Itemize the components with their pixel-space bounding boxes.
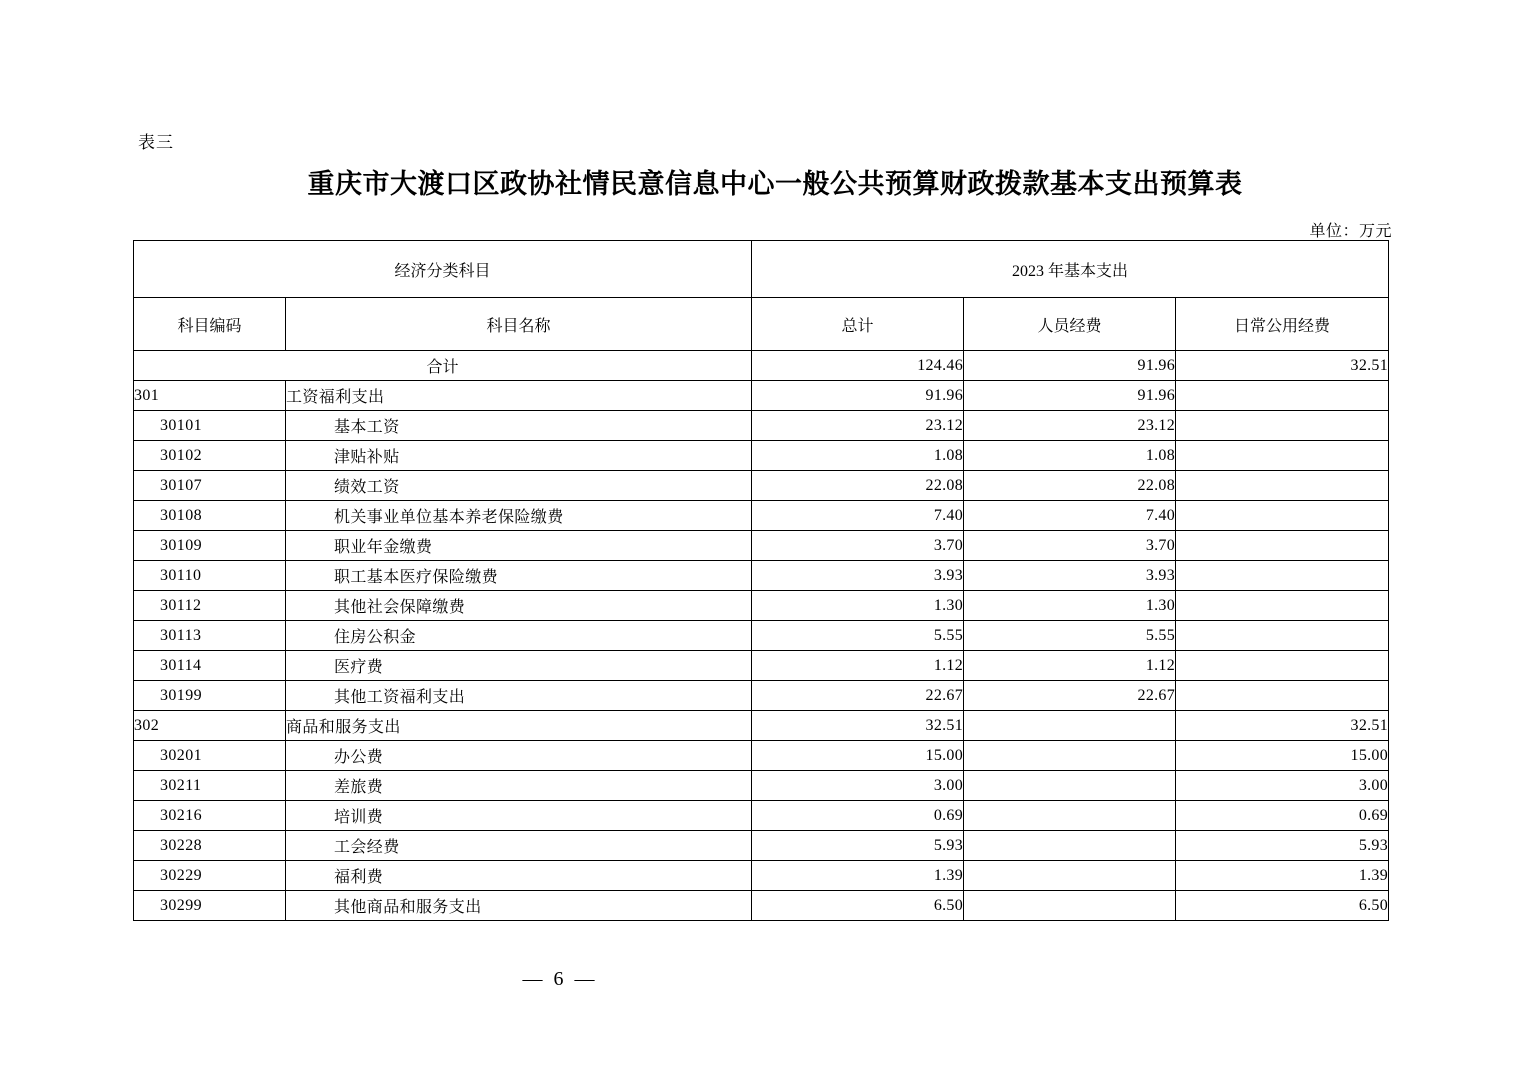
table-header-group-row <box>134 241 1389 298</box>
cell-name: 绩效工资 <box>286 471 752 501</box>
cell-total: 3.93 <box>752 561 964 591</box>
table-row <box>134 771 1389 801</box>
cell-public: 3.00 <box>1176 771 1389 801</box>
cell-code: 30114 <box>134 651 286 681</box>
cell-public <box>1176 681 1389 711</box>
page-title: 重庆市大渡口区政协社情民意信息中心一般公共预算财政拨款基本支出预算表 <box>307 169 1243 199</box>
cell-total: 7.40 <box>752 501 964 531</box>
cell-public: 5.93 <box>1176 831 1389 861</box>
cell-name: 其他商品和服务支出 <box>286 891 752 921</box>
column-header-code: 科目编码 <box>134 298 286 351</box>
cell-code: 30108 <box>134 501 286 531</box>
unit-note: 单位：万元 <box>1309 223 1392 240</box>
cell-code: 302 <box>134 711 286 741</box>
cell-public: 1.39 <box>1176 861 1389 891</box>
cell-total: 3.00 <box>752 771 964 801</box>
cell-total: 5.55 <box>752 621 964 651</box>
table-row <box>134 531 1389 561</box>
cell-personnel: 22.67 <box>964 681 1176 711</box>
cell-personnel <box>964 711 1176 741</box>
cell-public <box>1176 441 1389 471</box>
table-row <box>134 501 1389 531</box>
cell-public <box>1176 501 1389 531</box>
cell-code: 301 <box>134 381 286 411</box>
table-row <box>134 621 1389 651</box>
cell-public <box>1176 651 1389 681</box>
cell-public: 15.00 <box>1176 741 1389 771</box>
cell-name: 办公费 <box>286 741 752 771</box>
table-row <box>134 741 1389 771</box>
cell-total: 1.30 <box>752 591 964 621</box>
cell-total: 6.50 <box>752 891 964 921</box>
cell-total: 1.08 <box>752 441 964 471</box>
cell-public <box>1176 561 1389 591</box>
table-row <box>134 681 1389 711</box>
table-row <box>134 831 1389 861</box>
cell-personnel <box>964 831 1176 861</box>
cell-public: 0.69 <box>1176 801 1389 831</box>
cell-public <box>1176 621 1389 651</box>
cell-code: 30110 <box>134 561 286 591</box>
cell-code: 30229 <box>134 861 286 891</box>
cell-personnel <box>964 861 1176 891</box>
cell-name: 培训费 <box>286 801 752 831</box>
table-label: 表三 <box>138 133 174 152</box>
cell-name: 机关事业单位基本养老保险缴费 <box>286 501 752 531</box>
cell-personnel <box>964 891 1176 921</box>
cell-personnel: 23.12 <box>964 411 1176 441</box>
column-header-personnel: 人员经费 <box>964 298 1176 351</box>
table-row <box>134 441 1389 471</box>
cell-personnel: 1.30 <box>964 591 1176 621</box>
cell-total: 0.69 <box>752 801 964 831</box>
cell-name: 其他工资福利支出 <box>286 681 752 711</box>
cell-name: 工资福利支出 <box>286 381 752 411</box>
table-header-column-row <box>134 298 1389 351</box>
cell-personnel <box>964 741 1176 771</box>
total-public: 32.51 <box>1176 351 1389 381</box>
cell-code: 30216 <box>134 801 286 831</box>
column-header-total: 总计 <box>752 298 964 351</box>
header-year-basic-expenditure: 2023 年基本支出 <box>752 241 1389 298</box>
cell-name: 商品和服务支出 <box>286 711 752 741</box>
cell-personnel: 1.12 <box>964 651 1176 681</box>
cell-total: 3.70 <box>752 531 964 561</box>
table-row <box>134 711 1389 741</box>
cell-code: 30109 <box>134 531 286 561</box>
cell-code: 30228 <box>134 831 286 861</box>
cell-total: 22.67 <box>752 681 964 711</box>
table-row <box>134 861 1389 891</box>
cell-code: 30107 <box>134 471 286 501</box>
column-header-name: 科目名称 <box>286 298 752 351</box>
cell-public <box>1176 411 1389 441</box>
cell-total: 5.93 <box>752 831 964 861</box>
cell-public <box>1176 531 1389 561</box>
cell-total: 15.00 <box>752 741 964 771</box>
cell-personnel: 3.93 <box>964 561 1176 591</box>
cell-total: 1.12 <box>752 651 964 681</box>
cell-personnel: 22.08 <box>964 471 1176 501</box>
table-row <box>134 891 1389 921</box>
cell-personnel <box>964 771 1176 801</box>
cell-name: 医疗费 <box>286 651 752 681</box>
cell-total: 91.96 <box>752 381 964 411</box>
column-header-public: 日常公用经费 <box>1176 298 1389 351</box>
table-row <box>134 411 1389 441</box>
cell-personnel: 91.96 <box>964 381 1176 411</box>
cell-name: 基本工资 <box>286 411 752 441</box>
table-body <box>134 351 1389 921</box>
cell-public <box>1176 381 1389 411</box>
cell-code: 30102 <box>134 441 286 471</box>
table-row <box>134 471 1389 501</box>
cell-personnel: 7.40 <box>964 501 1176 531</box>
cell-name: 其他社会保障缴费 <box>286 591 752 621</box>
cell-name: 工会经费 <box>286 831 752 861</box>
cell-personnel <box>964 801 1176 831</box>
cell-public <box>1176 591 1389 621</box>
cell-total: 23.12 <box>752 411 964 441</box>
cell-public: 6.50 <box>1176 891 1389 921</box>
cell-total: 1.39 <box>752 861 964 891</box>
cell-code: 30101 <box>134 411 286 441</box>
total-sum: 124.46 <box>752 351 964 381</box>
cell-code: 30299 <box>134 891 286 921</box>
cell-personnel: 1.08 <box>964 441 1176 471</box>
cell-name: 差旅费 <box>286 771 752 801</box>
cell-code: 30199 <box>134 681 286 711</box>
cell-total: 32.51 <box>752 711 964 741</box>
table-row <box>134 561 1389 591</box>
cell-name: 住房公积金 <box>286 621 752 651</box>
total-personnel: 91.96 <box>964 351 1176 381</box>
cell-public: 32.51 <box>1176 711 1389 741</box>
cell-total: 22.08 <box>752 471 964 501</box>
cell-code: 30201 <box>134 741 286 771</box>
cell-public <box>1176 471 1389 501</box>
table-row-total <box>134 351 1389 381</box>
cell-code: 30211 <box>134 771 286 801</box>
header-economic-category: 经济分类科目 <box>134 241 752 298</box>
cell-name: 职工基本医疗保险缴费 <box>286 561 752 591</box>
table-row <box>134 381 1389 411</box>
cell-personnel: 5.55 <box>964 621 1176 651</box>
cell-code: 30113 <box>134 621 286 651</box>
total-label: 合计 <box>134 351 752 381</box>
cell-name: 福利费 <box>286 861 752 891</box>
table-row <box>134 591 1389 621</box>
cell-name: 津贴补贴 <box>286 441 752 471</box>
page-number: — 6 — <box>522 968 598 990</box>
table-row <box>134 801 1389 831</box>
cell-name: 职业年金缴费 <box>286 531 752 561</box>
table-row <box>134 651 1389 681</box>
cell-code: 30112 <box>134 591 286 621</box>
cell-personnel: 3.70 <box>964 531 1176 561</box>
budget-table <box>133 240 1389 921</box>
